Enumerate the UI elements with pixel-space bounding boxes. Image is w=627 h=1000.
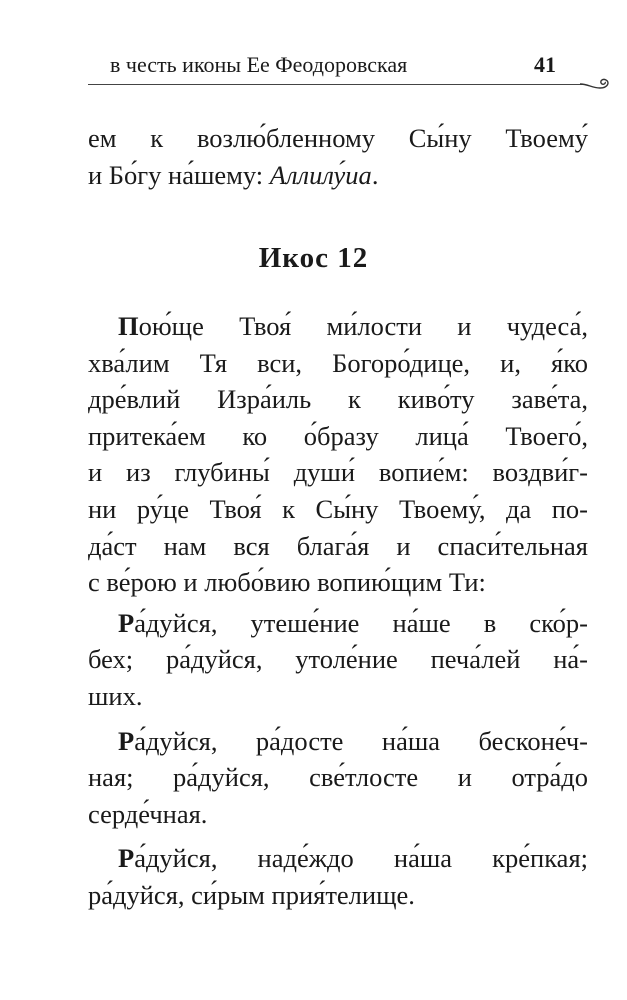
- ikos-body: [88, 308, 588, 914]
- text-line: [88, 723, 588, 760]
- page-number: 41: [534, 52, 556, 77]
- text-line: [88, 491, 588, 528]
- line-text: ра́дуйся, си́рым прия́телище.: [88, 879, 415, 910]
- text-line: [88, 381, 588, 418]
- line-text: с ве́рою и любо́вию вопию́щим Ти:: [88, 567, 486, 598]
- continuation-text: [88, 120, 588, 193]
- line-text: а́дуйся, ра́досте на́ша бесконе́ч-: [134, 725, 588, 756]
- text-line: [88, 605, 588, 642]
- line-text: дре́влий Изра́иль к киво́ту заве́та,: [88, 384, 588, 415]
- line-text: серде́чная.: [88, 798, 208, 829]
- header-rule: [88, 84, 584, 85]
- running-header: [88, 52, 556, 82]
- text-fragment: и Бо́гу на́шему:: [88, 159, 270, 190]
- paragraph: [88, 308, 588, 601]
- line-text: ою́ще Твоя́ ми́лости и чудеса́,: [138, 311, 588, 341]
- section-heading: Икос 12: [258, 242, 369, 274]
- paragraph: [88, 605, 588, 715]
- text-line: [88, 759, 588, 796]
- text-line: [88, 528, 588, 565]
- line-text: бех; ра́дуйся, утоле́ние печа́лей на́-: [88, 644, 588, 675]
- paragraph: [88, 723, 588, 833]
- text-line: [88, 840, 588, 877]
- line-text: ная; ра́дуйся, све́тлосте и отра́до: [88, 762, 588, 793]
- text-line: ем к возлю́бленному Сы́ну Твоему́: [88, 123, 588, 153]
- line-text: хва́лим Тя вси, Богоро́дице, и, я́ко: [88, 347, 588, 378]
- ornament-swirl-icon: [580, 72, 614, 94]
- line-text: притека́ем ко о́бразу лица́ Твоего́,: [88, 420, 588, 451]
- text-line: [88, 345, 588, 382]
- text-line: [88, 157, 588, 194]
- line-text: а́дуйся, наде́ждо на́ша кре́пкая;: [134, 843, 588, 874]
- text-line: [88, 418, 588, 455]
- line-text: а́дуйся, утеше́ние на́ше в ско́р-: [134, 607, 588, 638]
- initial-letter: Р: [118, 725, 135, 756]
- text-line: [88, 308, 588, 345]
- text-line: [88, 877, 588, 914]
- initial-letter: Р: [118, 607, 135, 638]
- line-text: да́ст нам вся блага́я и спаси́тельная: [88, 530, 588, 561]
- text-line: [88, 641, 588, 678]
- text-line: [88, 564, 588, 601]
- running-title: в честь иконы Ее Феодоровская: [110, 52, 408, 77]
- paragraph: [88, 840, 588, 913]
- line-text: ших.: [88, 680, 143, 711]
- punctuation: .: [371, 159, 379, 190]
- text-line: [88, 454, 588, 491]
- line-text: и из глубины́ души́ вопие́м: воздви́г-: [88, 457, 588, 488]
- alleluia: Аллилу́иа: [269, 159, 372, 190]
- initial-letter: П: [118, 311, 139, 341]
- line-text: ни ру́це Твоя́ к Сы́ну Твоему́, да по-: [88, 493, 588, 524]
- text-line: [88, 678, 588, 715]
- text-line: [88, 796, 588, 833]
- initial-letter: Р: [118, 843, 135, 874]
